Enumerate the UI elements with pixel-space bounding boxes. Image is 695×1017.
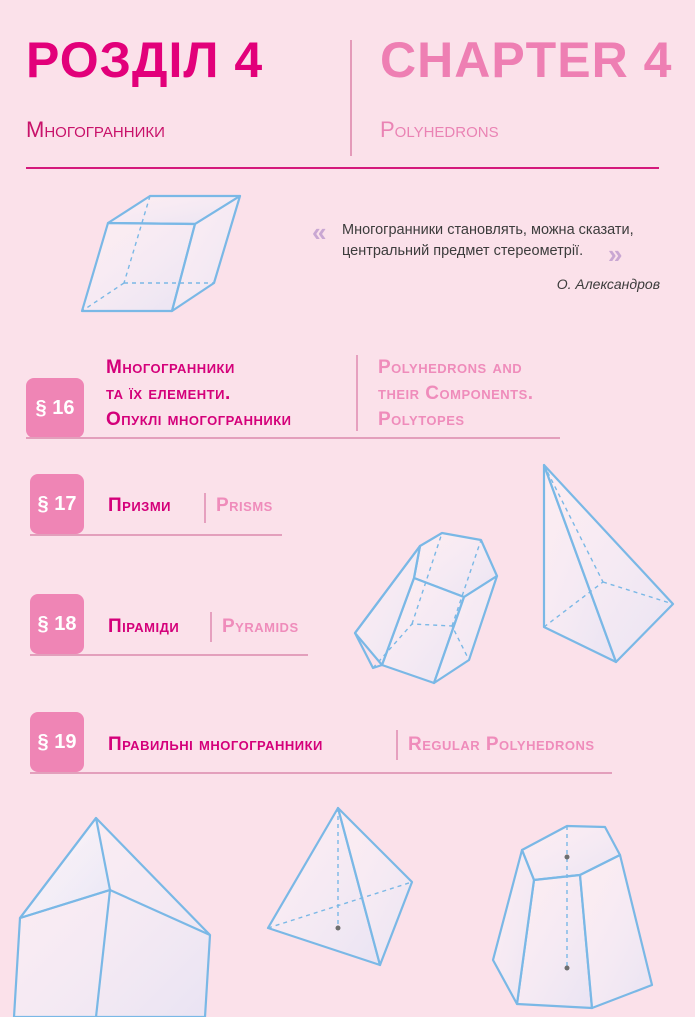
pyramid-figure [544,465,673,662]
section-16-en-line-3: Polytopes [378,409,465,430]
chapter-subtitle-en: Polyhedrons [380,117,499,142]
section-16-uk-line-3: Опуклі многогранники [106,409,292,430]
section-17-title-en[interactable]: Prisms [216,495,273,516]
section-16-en-line-2: their Components. [378,383,534,404]
open-quote-icon: « [312,217,327,247]
truncated-pyramid-figure [493,826,652,1008]
parallelepiped-figure [82,196,240,311]
large-prism-figure [14,818,210,1017]
section-18-title-en[interactable]: Pyramids [222,616,299,637]
section-16-uk-line-2: та їх елементи. [106,383,231,404]
chapter-title-en: CHAPTER 4 [380,32,673,88]
close-quote-icon: » [608,239,623,269]
section-19-title-en[interactable]: Regular Polyhedrons [408,734,595,755]
section-badge-18: § 18 [30,594,84,654]
bottom-pyramid-figure [268,808,412,965]
section-badge-16: § 16 [26,378,84,438]
section-16-en-line-1: Polyhedrons and [378,357,523,378]
chapter-title-uk: РОЗДІЛ 4 [26,32,264,88]
hexagonal-prism-figure [355,533,497,683]
epigraph-author: О. Александров [556,276,660,292]
epigraph-line-1: Многогранники становлять, можна сказати, [342,222,634,238]
section-19-title-uk[interactable]: Правильні многогранники [108,734,323,755]
section-badge-19: § 19 [30,712,84,772]
epigraph-line-2: центральний предмет стереометрії. [342,243,584,259]
section-17-title-uk[interactable]: Призми [108,495,171,516]
chapter-subtitle-uk: Многогранники [26,117,165,142]
section-16-uk-line-1: Многогранники [106,357,235,378]
section-badge-17: § 17 [30,474,84,534]
section-18-title-uk[interactable]: Піраміди [108,616,180,637]
